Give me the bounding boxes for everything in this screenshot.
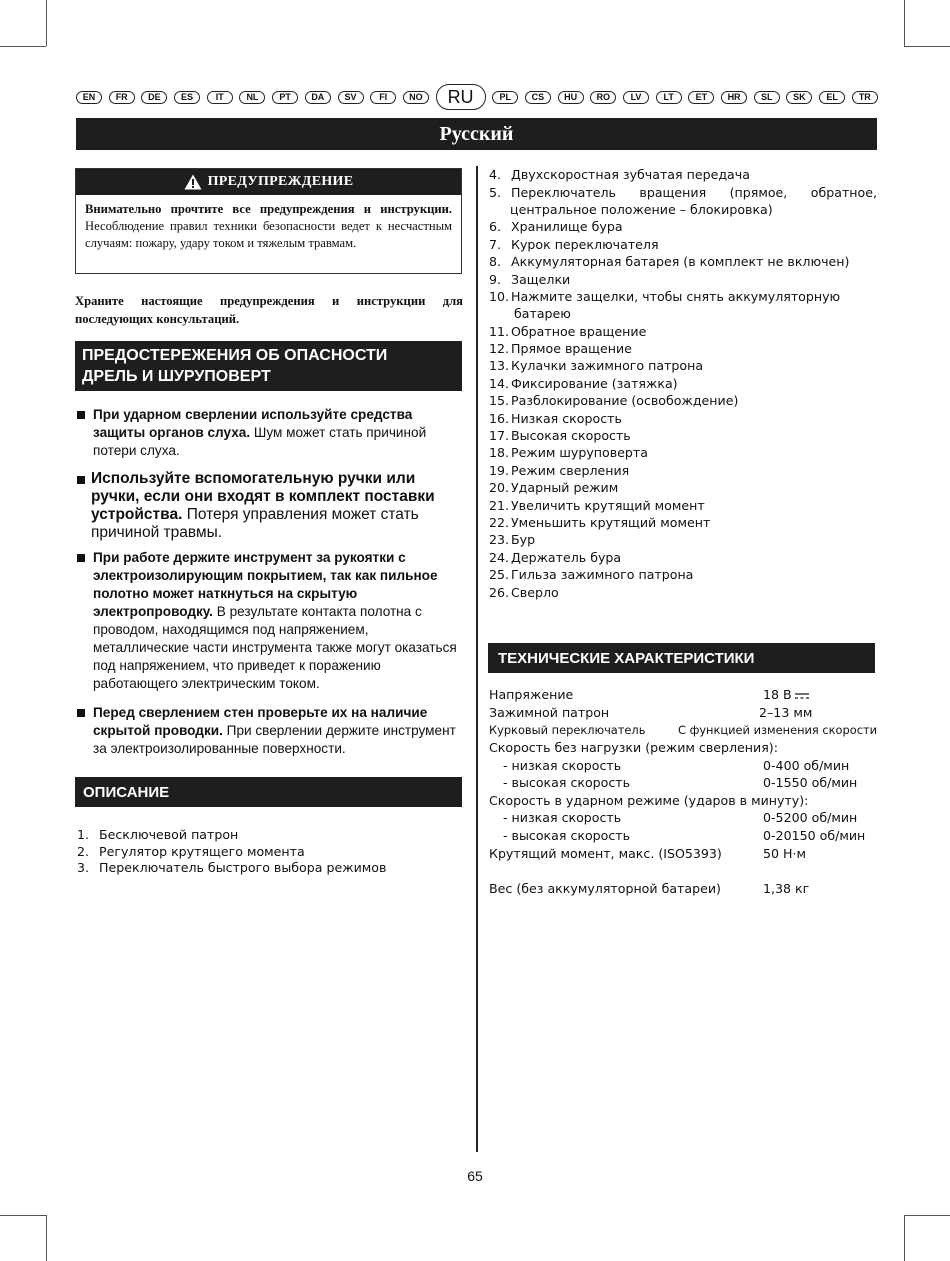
parts-list — [489, 166, 877, 601]
list-item-continuation: центральное положение – блокировка) — [510, 201, 773, 217]
list-item: 5. Переключатель вращения (прямое, обратное, — [489, 184, 877, 200]
list-item: 16. Низкая скорость — [489, 410, 622, 426]
hazard-section-header — [75, 341, 462, 391]
hazard-item-text: В результате контакта полотна с проводом, находящимся под напряжением, металлические части инструмента также могут оказаться под напряжением, что приведет к поражению работающего электрическим током. — [93, 604, 457, 691]
crop-mark — [904, 0, 905, 46]
language-pill-fr: FR — [109, 91, 135, 104]
hazard-item-text: При сверлении держите инструмент за электроизолированные поверхности. — [93, 723, 456, 756]
list-item: 12. Прямое вращение — [489, 341, 632, 357]
list-item: 23. Бур — [489, 532, 536, 548]
list-item: 7. Курок переключателя — [489, 236, 659, 252]
spec-row-impact-speed: Скорость в ударном режиме (ударов в минуту): — [489, 792, 809, 808]
hazard-item-bold: Используйте вспомогательную ручки или ручки, если они входят в комплект поставки устройства. — [91, 470, 435, 523]
spec-row-chuck: Зажимной патрон 2–13 мм — [489, 704, 813, 720]
list-item: 6. Хранилище бура — [489, 219, 623, 235]
list-item: 17. Высокая скорость — [489, 428, 631, 444]
list-item: 4. Двухскоростная зубчатая передача — [489, 167, 750, 183]
language-pill-cs: CS — [525, 91, 551, 104]
list-item: 2. Регулятор крутящего момента — [77, 843, 305, 859]
hazard-item-bold: При работе держите инструмент за рукоятки с электроизолирующим покрытием, так как пильное полотно может наткнуться на скрытую электропроводку. — [93, 550, 438, 619]
bullet-square-icon — [77, 709, 85, 717]
list-item: 24. Держатель бура — [489, 549, 622, 565]
crop-mark — [0, 1215, 46, 1216]
hazard-item — [77, 470, 462, 542]
list-item: 8. Аккумуляторная батарея (в комплект не включен) — [489, 254, 850, 270]
language-pill-en: EN — [76, 91, 102, 104]
spec-row-voltage: Напряжение 18 В — [489, 686, 877, 704]
list-item: 3. Переключатель быстрого выбора режимов — [77, 860, 387, 875]
warning-title: ПРЕДУПРЕЖДЕНИЕ — [207, 174, 354, 189]
list-item: 14. Фиксирование (затяжка) — [489, 375, 678, 391]
hazard-item — [77, 704, 462, 758]
list-item: 13. Кулачки зажимного патрона — [489, 358, 704, 374]
language-pill-de: DE — [141, 91, 167, 104]
bullet-square-icon — [77, 476, 85, 484]
spec-row-weight: Вес (без аккумуляторной батареи) 1,38 кг — [489, 880, 810, 896]
page-title: Русский — [76, 118, 877, 150]
spec-row-nl-low: - низкая скорость 0-400 об/мин — [503, 757, 850, 773]
spec-row-trigger: Курковый переключатель С функцией изменения скорости — [489, 722, 878, 737]
bullet-square-icon — [77, 411, 85, 419]
list-item: 18. Режим шуруповерта — [489, 445, 648, 461]
spec-row-im-high: - высокая скорость 0-20150 об/мин — [503, 828, 866, 844]
list-item: 22. Уменьшить крутящий момент — [489, 515, 711, 530]
crop-mark — [46, 0, 47, 46]
language-pill-lv: LV — [623, 91, 649, 104]
column-divider — [476, 166, 478, 1152]
list-item: 25. Гильза зажимного патрона — [489, 567, 694, 583]
hazard-title-line1: ПРЕДОСТЕРЕЖЕНИЯ ОБ ОПАСНОСТИ — [82, 347, 388, 364]
language-pill-lt: LT — [656, 91, 682, 104]
list-item: 9. Защелки — [489, 271, 571, 287]
language-pill-ru: RU — [436, 84, 486, 110]
spec-row-torque: Крутящий момент, макс. (ISO5393) 50 Н·м — [489, 845, 807, 861]
crop-mark — [904, 46, 950, 47]
warning-triangle-icon — [184, 174, 202, 190]
description-list — [77, 827, 462, 877]
language-pill-hu: HU — [558, 91, 584, 104]
list-item: 20. Ударный режим — [489, 480, 619, 496]
hazard-item-text: Потеря управления может стать причиной травмы. — [91, 506, 419, 541]
bullet-square-icon — [77, 554, 85, 562]
language-pill-sl: SL — [754, 91, 780, 104]
language-pill-fi: FI — [370, 91, 396, 104]
keep-instructions-note: Храните настоящие предупреждения и инструкции для последующих консультаций. — [75, 294, 463, 326]
spec-row-nl-high: - высокая скорость 0-1550 об/мин — [503, 775, 858, 791]
warning-header — [76, 169, 461, 195]
crop-mark — [904, 1215, 905, 1261]
warning-text — [76, 195, 461, 252]
warning-box — [75, 168, 462, 274]
hazard-item-bold: При ударном сверлении используйте средства защиты органов слуха. — [93, 407, 413, 440]
crop-mark — [0, 46, 46, 47]
language-pill-el: EL — [819, 91, 845, 104]
language-pill-it: IT — [207, 91, 233, 104]
list-item: 26. Сверло — [489, 584, 559, 600]
spec-row-im-low: - низкая скорость 0-5200 об/мин — [503, 810, 858, 826]
language-pill-hr: HR — [721, 91, 747, 104]
language-pill-es: ES — [174, 91, 200, 104]
language-selector — [76, 84, 878, 110]
list-item: 10. Нажмите защелки, чтобы снять аккумуляторную — [489, 288, 841, 304]
hazard-item-bold: Перед сверлением стен проверьте их на наличие скрытой проводки. — [93, 705, 428, 738]
language-pill-da: DA — [305, 91, 331, 104]
warning-bold-text: Внимательно прочтите все предупреждения и инструкции. — [85, 202, 452, 216]
page-number: 65 — [467, 1168, 483, 1184]
hazard-item — [77, 549, 462, 693]
description-section-header: ОПИСАНИЕ — [75, 777, 462, 807]
crop-mark — [46, 1215, 47, 1261]
list-item: 11. Обратное вращение — [489, 323, 647, 339]
list-item: 19. Режим сверления — [489, 462, 630, 478]
language-pill-et: ET — [688, 91, 714, 104]
list-item: 21. Увеличить крутящий момент — [489, 497, 705, 513]
language-pill-no: NO — [403, 91, 429, 104]
language-pill-sk: SK — [786, 91, 812, 104]
language-pill-pl: PL — [492, 91, 518, 104]
hazard-title-line2: ДРЕЛЬ И ШУРУПОВЕРТ — [82, 368, 271, 385]
spec-row-no-load-speed: Скорость без нагрузки (режим сверления): — [489, 740, 778, 756]
language-pill-sv: SV — [338, 91, 364, 104]
list-item: 1. Бесключевой патрон — [77, 827, 239, 842]
language-pill-nl: NL — [239, 91, 265, 104]
dc-current-icon — [794, 692, 810, 700]
specs-table — [489, 686, 877, 897]
hazard-item-text: Шум может стать причиной потери слуха. — [93, 425, 427, 458]
language-pill-pt: PT — [272, 91, 298, 104]
language-pill-ro: RO — [590, 91, 616, 104]
tech-section-header: ТЕХНИЧЕСКИЕ ХАРАКТЕРИСТИКИ — [488, 643, 875, 673]
hazard-item — [77, 406, 462, 460]
list-item-continuation: батарею — [514, 306, 571, 322]
warning-body-text: Несоблюдение правил техники безопасности ведет к несчастным случаям: пожару, удару током и тяжелым травмам. — [85, 219, 452, 250]
crop-mark — [904, 1215, 950, 1216]
list-item: 15. Разблокирование (освобождение) — [489, 393, 739, 409]
language-pill-tr: TR — [852, 91, 878, 104]
